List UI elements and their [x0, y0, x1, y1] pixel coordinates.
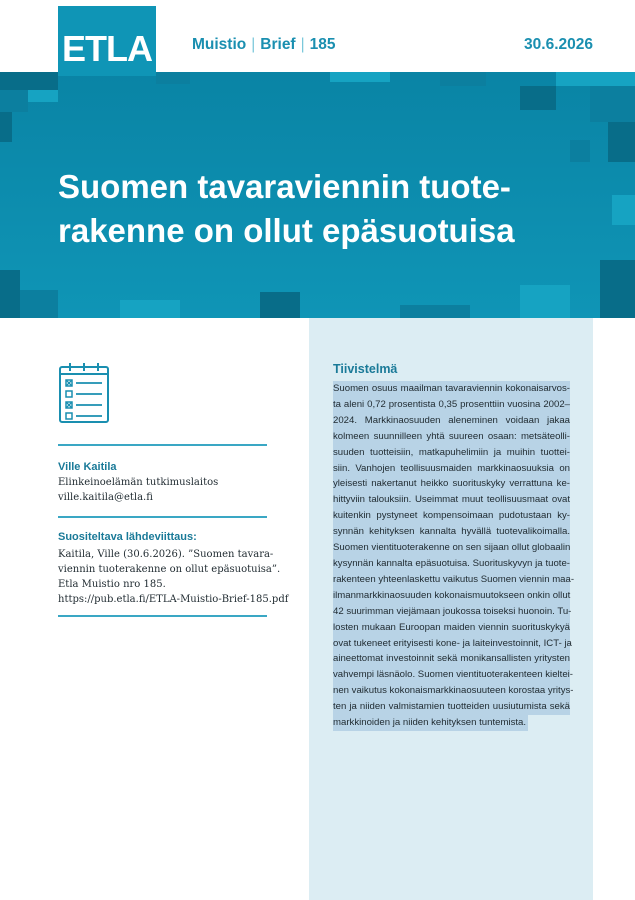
- checklist-clipboard-icon: [58, 362, 110, 424]
- author-email[interactable]: ville.kaitila@etla.fi: [58, 492, 153, 503]
- citation-line: Kaitila, Ville (30.6.2026). ”Suomen tavara-: [58, 549, 274, 560]
- citation-line: viennin tuoterakenne on ollut epäsuotuisa”.: [58, 564, 281, 575]
- publication-date: 30.6.2026: [524, 36, 593, 53]
- summary-line: kolmeen suunnilleen yhtä suureen osaan: metsäteolli-: [333, 429, 570, 445]
- decor-square: [520, 285, 570, 318]
- decor-square: [400, 305, 470, 318]
- summary-line: Suomen vientituoterakenne on sen sijaan ollut globaalin: [333, 540, 570, 556]
- summary-line: ten ja niiden valmistamien tuotteiden uusiutumista sekä: [333, 699, 570, 715]
- decor-square: [600, 260, 635, 318]
- decor-square: [0, 270, 20, 318]
- series-name-fi: Muistio: [192, 36, 247, 53]
- decor-square: [520, 86, 556, 110]
- document-title: [58, 165, 598, 253]
- summary-line: markkinoiden ja niiden kehityksen tuntemista.: [333, 715, 528, 731]
- citation-text: [58, 547, 289, 607]
- citation-link[interactable]: https://pub.etla.fi/ETLA-Muistio-Brief-185.pdf: [58, 594, 289, 605]
- series-name-en: Brief: [260, 36, 296, 53]
- summary-line: nen vaikutus kokonaismarkkinaosuuteen korostaa yritys-: [333, 683, 570, 699]
- decor-square: [612, 195, 635, 225]
- summary-line: 2024. Markkinaosuuden aleneminen voidaan jakaa: [333, 413, 570, 429]
- summary-line: losten mukaan Euroopan maiden viennin suorituskykyä: [333, 620, 570, 636]
- summary-heading: Tiivistelmä: [333, 362, 398, 376]
- summary-line: synnän kehityksen kannalta hyvällä tuotevalikoimalla.: [333, 524, 570, 540]
- summary-line: ta aleni 0,72 prosentista 0,35 prosenttiin vuosina 2002–: [333, 397, 570, 413]
- decor-square: [556, 72, 635, 86]
- title-line: rakenne on ollut epäsuotuisa: [58, 212, 515, 249]
- divider: [58, 516, 267, 518]
- title-line: Suomen tavaraviennin tuote-: [58, 168, 511, 205]
- summary-line: aineettomat investoinnit sekä monikansallisten yritysten: [333, 651, 570, 667]
- decor-square: [260, 292, 300, 318]
- citation-line: Etla Muistio nro 185.: [58, 579, 166, 590]
- divider: [58, 615, 267, 617]
- summary-line: ilmanmarkkinaosuuden kokonaismuutokseen onkin ollut: [333, 588, 570, 604]
- summary-body: [333, 381, 575, 731]
- decor-square: [156, 72, 190, 84]
- series-separator: |: [251, 36, 256, 53]
- decor-square: [330, 72, 390, 82]
- series-number: 185: [309, 36, 336, 53]
- decor-square: [28, 90, 58, 102]
- decor-square: [0, 72, 58, 90]
- summary-line: kuitenkin pystyneet kompensoimaan pudotustaan ky-: [333, 508, 570, 524]
- decor-square: [570, 140, 590, 162]
- summary-line: yleisesti nakertanut heikko suorituskyky verrattuna ke-: [333, 476, 570, 492]
- series-label: [192, 36, 336, 54]
- decor-square: [440, 72, 486, 86]
- summary-line: vahvempi läsnäolo. Suomen vientituoterakenteen kieltei-: [333, 667, 570, 683]
- author-name: Ville Kaitila: [58, 461, 117, 473]
- series-separator: |: [300, 36, 305, 53]
- summary-line: 42 suurimman viejämaan joukossa toiseksi huonoin. Tu-: [333, 604, 570, 620]
- decor-square: [0, 112, 12, 142]
- author-organization: Elinkeinoelämän tutkimuslaitos: [58, 477, 219, 488]
- summary-line: siin. Vanhojen teollisuusmaiden markkinaosuuksia on: [333, 461, 570, 477]
- summary-line: ovat tukeneet erityisesti kone- ja laiteinvestoinnit, ICT- ja: [333, 636, 570, 652]
- divider: [58, 444, 267, 446]
- etla-logo: ETLA: [58, 6, 156, 76]
- citation-heading: Suositeltava lähdeviittaus:: [58, 531, 197, 543]
- summary-line: rakenteen yhteenlaskettu vaikutus Suomen viennin maa-: [333, 572, 570, 588]
- summary-line: Suomen osuus maailman tavaraviennin kokonaisarvos-: [333, 381, 570, 397]
- decor-square: [120, 300, 180, 318]
- summary-line: kysynnän kannalta epäsuotuisa. Suorituskyvyn ja tuote-: [333, 556, 570, 572]
- decor-square: [20, 290, 58, 318]
- decor-square: [0, 90, 28, 112]
- summary-line: suuden tuotteisiin, matkapuhelimiin ja muihin tuottei-: [333, 445, 570, 461]
- decor-square: [608, 122, 635, 162]
- decor-square: [590, 86, 635, 122]
- summary-line: hittyviin talouksiin. Useimmat muut teollisuusmaat ovat: [333, 492, 570, 508]
